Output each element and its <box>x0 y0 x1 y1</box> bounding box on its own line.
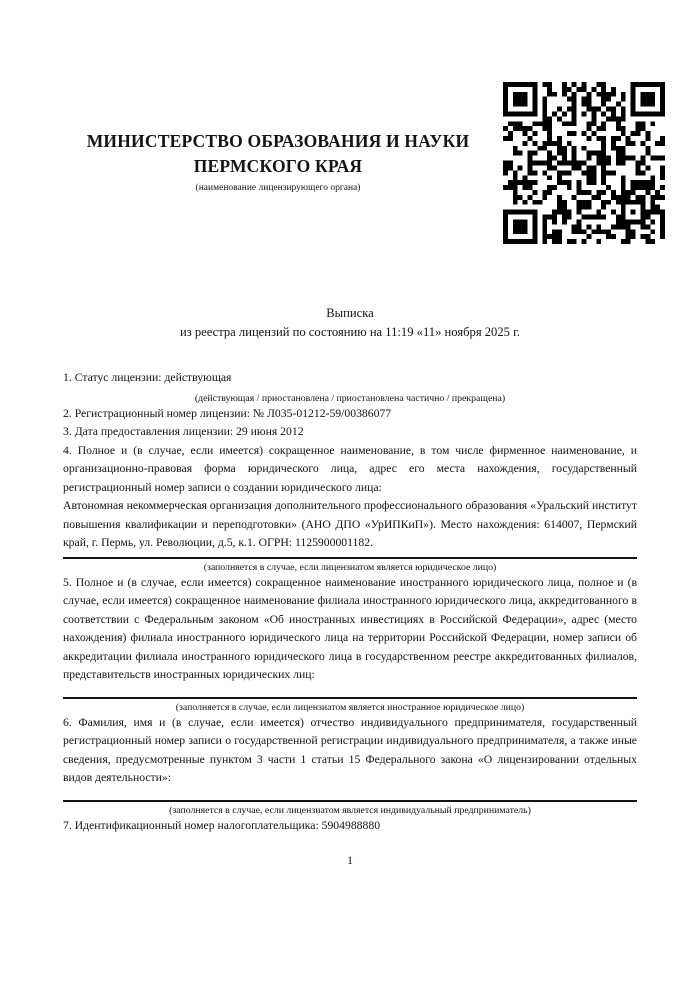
issuer-caption: (наименование лицензирующего органа) <box>195 183 361 193</box>
item-4-question: 4. Полное и (в случае, если имеется) сокращенное наименование, в том числе фирменное наименование, и организационно-правовая форма юридического лица, адрес его места нахождения, государственный регистрационный номер записи о создании юридического лица: <box>63 443 637 494</box>
document-title <box>0 304 700 341</box>
ministry-name-line2: ПЕРМСКОГО КРАЯ <box>193 156 363 176</box>
item-6-question: 6. Фамилия, имя и (в случае, если имеется) отчество индивидуального предпринимателя, государственный регистрационный номер записи о государственной регистрации индивидуального предпринимателя, а также иные сведения, предусмотренные пунктом 3 части 1 статьи 15 Федерального закона «О лицензировании отдельных видов деятельности»: <box>63 715 637 784</box>
title-line1: Выписка <box>326 306 374 320</box>
item-6-note: (заполняется в случае, если лицензиатом является индивидуальный предприниматель) <box>169 804 531 816</box>
item-5-question: 5. Полное и (в случае, если имеется) сокращенное наименование иностранного юридического лица, полное и (в случае, если имеется) сокращенное наименование филиала иностранного юридического лица, аккредитованного в соответствии с Федеральным законом «Об иностранных инвестициях в Российской Федерации», адрес (место нахождения) филиала иностранного юридического лица на территории Российской Федерации, номер записи об аккредитации филиала иностранного юридического лица в государственном реестре аккредитованных филиалов, представительств иностранных юридических лиц: <box>63 575 637 681</box>
item-4-answer: Автономная некоммерческая организация дополнительного профессионального образования «Уральский институт повышения квалификации и переподготовки» (АНО ДПО «УрИПКиП»). Место нахождения: 614007, Пермский край, г. Пермь, ул. Революции, д.5, к.1. ОГРН: 1125900001182. <box>63 499 637 549</box>
ministry-name-line1: МИНИСТЕРСТВО ОБРАЗОВАНИЯ И НАУКИ <box>86 131 470 151</box>
field-underline-entrepreneur <box>63 800 637 802</box>
item-3-grant-date: 3. Дата предоставления лицензии: 29 июня 2012 <box>63 425 304 438</box>
document-body <box>63 369 637 870</box>
item-1-status: 1. Статус лицензии: действующая <box>63 371 232 384</box>
item-5-note: (заполняется в случае, если лицензиатом является иностранное юридическое лицо) <box>175 701 525 713</box>
item-4-note: (заполняется в случае, если лицензиатом является юридическое лицо) <box>203 561 497 573</box>
item-2-registration-number: 2. Регистрационный номер лицензии: № Л035-01212-59/00386077 <box>63 406 392 420</box>
item-7-taxpayer-number: 7. Идентификационный номер налогоплательщика: 5904988880 <box>63 818 381 832</box>
title-line2: из реестра лицензий по состоянию на 11:19 «11» ноября 2025 г. <box>179 324 520 339</box>
issuer-header <box>63 129 493 195</box>
field-underline-foreign-entity <box>63 697 637 699</box>
field-underline-legal-entity <box>63 557 637 559</box>
qr-code <box>503 82 665 244</box>
item-1-note: (действующая / приостановлена / приостановлена частично / прекращена) <box>194 392 506 404</box>
page-number: 1 <box>347 853 353 867</box>
